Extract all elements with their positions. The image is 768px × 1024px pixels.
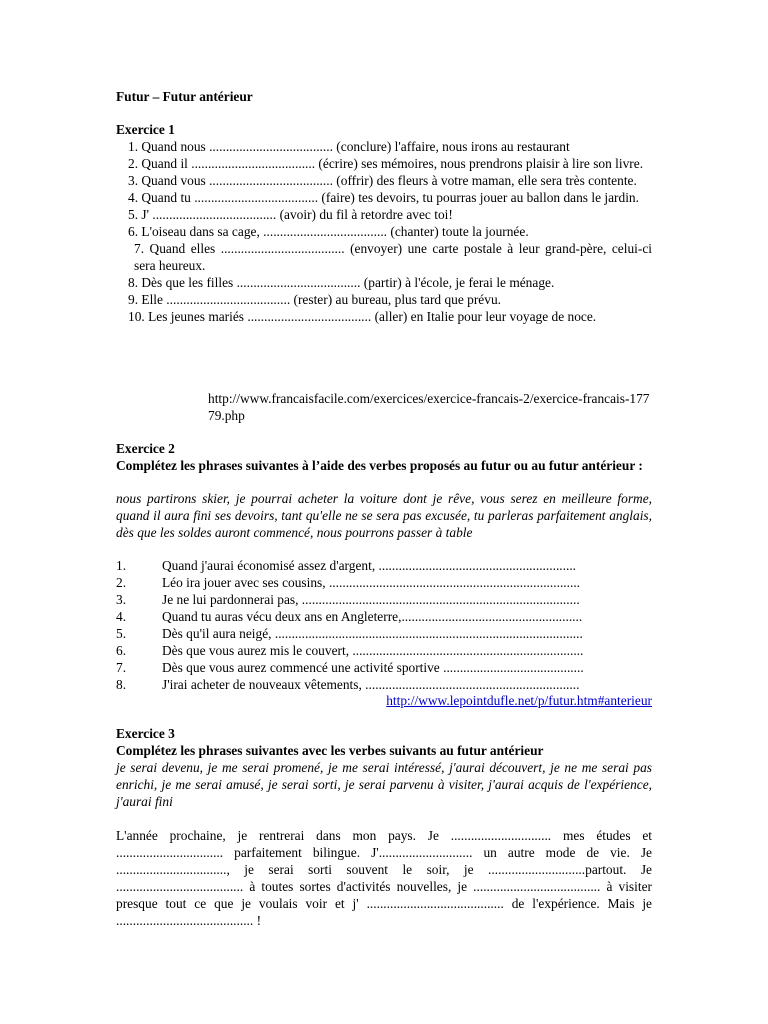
exercise-2-verb-list: nous partirons skier, je pourrai acheter la voiture dont je rêve, vous serez en meilleure forme, quand il aura fini ses devoirs, tant qu'elle ne se sera pas excusée, tu parleras parfaitement anglais, dès que les soldes auront commencé, nous pourrons passer à table xyxy=(116,491,652,540)
item-number: 3. xyxy=(116,592,127,607)
item-number: 2. xyxy=(116,575,127,590)
exercise-3-verb-list: je serai devenu, je me serai promené, je me serai intéressé, j'aurai découvert, je ne me serai pas enrichi, je me serai amusé, je serai sorti, je serai parvenu à visiter, j'aurai acquis de l'expérience, j'aurai fini xyxy=(116,760,652,809)
item-text: Dès que vous aurez commencé une activité sportive .......................................... xyxy=(162,660,584,675)
item-number: 6. xyxy=(116,643,127,658)
exercise-2-heading: Exercice 2 xyxy=(116,441,175,456)
exercise-1-item: 9. Elle ..................................... (rester) au bureau, plus tard que prévu. xyxy=(128,292,501,307)
exercise-2-item xyxy=(116,659,652,676)
exercise-1-item: 10. Les jeunes mariés ..................................... (aller) en Italie pour leur voyage de noce. xyxy=(128,309,597,324)
item-number: 4. xyxy=(116,609,127,624)
exercise-1-source: http://www.francaisfacile.com/exercices/exercice-francais-2/exercice-francais-17779.php xyxy=(208,391,650,423)
exercise-2-item xyxy=(116,676,652,693)
item-number: 1. xyxy=(116,558,127,573)
item-text: Dès qu'il aura neigé, ............................................................................................ xyxy=(162,626,583,641)
item-number: 8. xyxy=(116,677,127,692)
item-number: 7. xyxy=(116,660,127,675)
exercise-3-text: L'année prochaine, je rentrerai dans mon pays. Je .............................. mes études et ................................ parfaitement bilingue. J'............................ un autre mode de vie. Je ................................., je serai sorti souvent le soir, je .............................partout. Je ...................................... à toutes sortes d'activités nouvelles, je ...................................... à visiter presque tout ce que je voulais voir et j' ......................................... de l'expérience. Mais je ......................................... ! xyxy=(116,828,652,928)
exercise-1-item: 2. Quand il ..................................... (écrire) ses mémoires, nous prendrons plaisir à lire son livre. xyxy=(128,156,644,171)
exercise-1-item: 7. Quand elles ..................................... (envoyer) une carte postale à leur grand-père, celui-ci sera heureux. xyxy=(134,241,652,273)
item-text: Je ne lui pardonnerai pas, ................................................................................... xyxy=(162,592,580,607)
exercise-1-item: 8. Dès que les filles ..................................... (partir) à l'école, je ferai le ménage. xyxy=(128,275,555,290)
exercise-2-item xyxy=(116,591,652,608)
exercise-2-list xyxy=(116,557,652,693)
exercise-1-item: 6. L'oiseau dans sa cage, ..................................... (chanter) toute la journée. xyxy=(128,224,529,239)
document-title: Futur – Futur antérieur xyxy=(116,89,253,104)
exercise-1-item: 4. Quand tu ..................................... (faire) tes devoirs, tu pourras jouer au ballon dans le jardin. xyxy=(128,190,639,205)
exercise-1-item: 5. J' ..................................... (avoir) du fil à retordre avec toi! xyxy=(128,207,453,222)
item-text: J'irai acheter de nouveaux vêtements, ................................................................ xyxy=(162,677,580,692)
item-text: Quand tu auras vécu deux ans en Angleterre,...................................................... xyxy=(162,609,583,624)
exercise-1-item: 1. Quand nous ..................................... (conclure) l'affaire, nous irons au restaurant xyxy=(128,139,570,154)
exercise-2-item xyxy=(116,574,652,591)
exercise-2-item xyxy=(116,642,652,659)
exercise-3-heading: Exercice 3 xyxy=(116,726,175,741)
exercise-2-instruction: Complétez les phrases suivantes à l’aide des verbes proposés au futur ou au futur antérieur : xyxy=(116,458,643,473)
exercise-2-item xyxy=(116,608,652,625)
item-text: Quand j'aurai économisé assez d'argent, ........................................................... xyxy=(162,558,577,573)
item-text: Dès que vous aurez mis le couvert, ..................................................................... xyxy=(162,643,584,658)
item-text: Léo ira jouer avec ses cousins, ........................................................................... xyxy=(162,575,581,590)
exercise-2-item xyxy=(116,625,652,642)
exercise-1-item: 3. Quand vous ..................................... (offrir) des fleurs à votre maman, elle sera très contente. xyxy=(128,173,637,188)
exercise-1-heading: Exercice 1 xyxy=(116,122,175,137)
exercise-2-item xyxy=(116,557,652,574)
source-link[interactable]: http://www.lepointdufle.net/p/futur.htm#anterieur xyxy=(386,693,652,708)
exercise-3-instruction: Complétez les phrases suivantes avec les verbes suivants au futur antérieur xyxy=(116,743,544,758)
exercise-1-list xyxy=(116,138,652,325)
item-number: 5. xyxy=(116,626,127,641)
exercise-2-source xyxy=(116,692,652,709)
